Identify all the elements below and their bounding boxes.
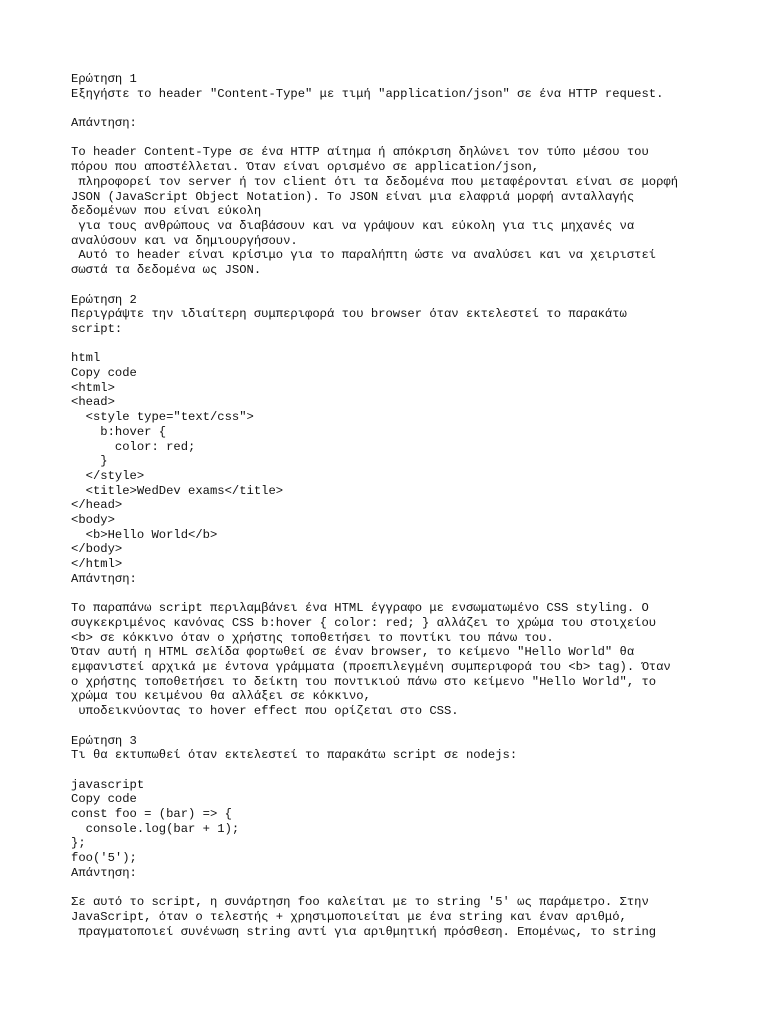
text-line: Σε αυτό το script, η συνάρτηση foo καλείται με το string '5' ως παράμετρο. Στην [71,895,649,910]
text-line: Ερώτηση 2 [71,292,137,307]
document-text [71,72,721,939]
text-line: color: red; [71,439,196,454]
text-line: ο χρήστης τοποθετήσει το δείκτη του ποντικιού πάνω στο κείμενο "Hello World", το [71,674,657,689]
text-line [71,881,721,896]
text-line: εμφανιστεί αρχικά με έντονα γράμματα (προεπιλεγμένη συμπεριφορά του <b> tag). Όταν [71,660,671,675]
text-line: script: [71,321,123,336]
text-line: <style type="text/css"> [71,410,254,425]
text-line: Απάντηση: [71,865,137,880]
text-line [71,763,721,778]
text-line [71,101,721,116]
text-line: Copy code [71,792,137,807]
text-line: </body> [71,542,123,557]
text-line: <head> [71,395,115,410]
text-line: υποδεικνύοντας το hover effect που ορίζεται στο CSS. [71,704,459,719]
text-line: </html> [71,557,123,572]
text-line: πληροφορεί τον server ή τον client ότι τα δεδομένα που μεταφέρονται είναι σε μορφή [71,174,679,189]
text-line: συγκεκριμένος κανόνας CSS b:hover { color: red; } αλλάζει το χρώμα του στοιχείου [71,615,657,630]
text-line: <b>Hello World</b> [71,527,218,542]
text-line: }; [71,836,86,851]
text-line: Copy code [71,366,137,380]
text-line: Απάντηση: [71,571,137,586]
text-line [71,131,721,146]
text-line: <html> [71,380,115,395]
text-line: JavaScript, όταν ο τελεστής + χρησιμοποιείται με ένα string και έναν αριθμό, [71,909,627,924]
text-line: <body> [71,513,115,528]
text-line: Όταν αυτή η HTML σελίδα φορτωθεί σε έναν browser, το κείμενο "Hello World" θα [71,645,635,660]
text-line: Εξηγήστε το header "Content-Type" με τιμή "application/json" σε ένα HTTP request. [71,86,664,101]
text-line: </style> [71,468,145,483]
text-line: Ερώτηση 1 [71,72,137,86]
text-line: JSON (JavaScript Object Notation). Το JSON είναι μια ελαφριά μορφή ανταλλαγής [71,189,635,204]
text-line: χρώμα του κειμένου θα αλλάξει σε κόκκινο, [71,689,371,704]
text-line: σωστά τα δεδομένα ως JSON. [71,263,262,278]
text-line: b:hover { [71,424,167,439]
text-line [71,719,721,734]
text-line: <b> σε κόκκινο όταν ο χρήστης τοποθετήσει το ποντίκι του πάνω του. [71,630,554,645]
text-line: για τους ανθρώπους να διαβάσουν και να γράψουν και εύκολη για τις μηχανές να [71,219,635,233]
text-line: πραγματοποιεί συνένωση string αντί για αριθμητική πρόσθεση. Επομένως, το string [71,924,657,939]
text-line: <title>WedDev exams</title> [71,483,284,498]
text-line: foo('5'); [71,851,137,866]
text-line: Το παραπάνω script περιλαμβάνει ένα HTML έγγραφο με ενσωματωμένο CSS styling. Ο [71,601,649,616]
text-line: πόρου που αποστέλλεται. Όταν είναι ορισμένο σε application/json, [71,160,540,175]
text-line: Ερώτηση 3 [71,733,137,748]
text-line [71,337,721,352]
text-line: Τι θα εκτυπωθεί όταν εκτελεστεί το παρακάτω script σε nodejs: [71,748,518,763]
text-line: Περιγράψτε την ιδιαίτερη συμπεριφορά του browser όταν εκτελεστεί το παρακάτω [71,307,627,322]
text-line: </head> [71,498,123,513]
text-line: αναλύσουν και να δημιουργήσουν. [71,233,298,248]
text-line [71,278,721,293]
text-line: html [71,351,101,366]
text-line: console.log(bar + 1); [71,821,240,836]
text-line [71,587,721,602]
text-line: javascript [71,777,145,792]
text-line: δεδομένων που είναι εύκολη [71,204,262,219]
text-line: Αυτό το header είναι κρίσιμο για το παραλήπτη ώστε να αναλύσει και να χειριστεί [71,248,657,263]
text-line: } [71,454,108,469]
text-line: const foo = (bar) => { [71,807,232,822]
text-line: Απάντηση: [71,116,137,131]
text-line: Το header Content-Type σε ένα HTTP αίτημα ή απόκριση δηλώνει τον τύπο μέσου του [71,145,649,160]
